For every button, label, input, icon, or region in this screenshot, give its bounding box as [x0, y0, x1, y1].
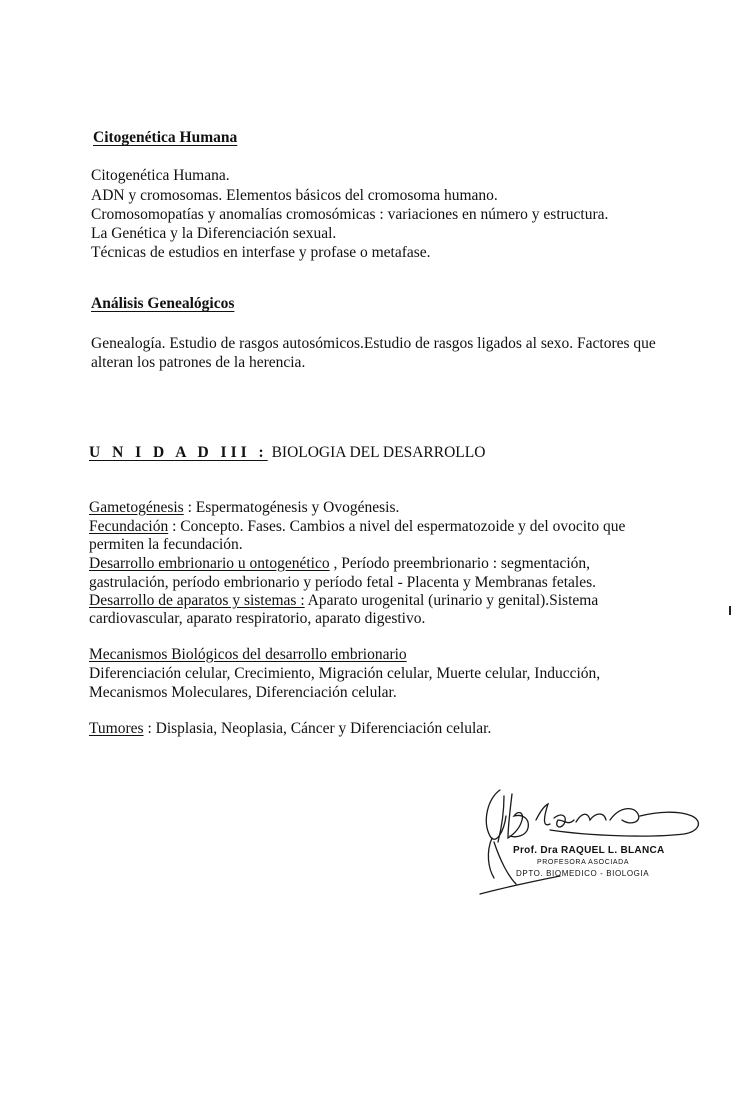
gametogenesis-text: : Espermatogénesis y Ovogénesis. — [183, 499, 400, 516]
gametogenesis-line — [89, 498, 399, 517]
genealogicos-line-1: Genealogía. Estudio de rasgos autosómicos.Estudio de rasgos ligados al sexo. Factores que — [91, 335, 656, 352]
genealogicos-heading: Análisis Genealógicos — [91, 295, 235, 312]
mecanismos-heading: Mecanismos Biológicos del desarrollo embrionario — [89, 646, 407, 663]
embrionario-line — [89, 554, 590, 573]
citogenetica-line-4: La Genética y la Diferenciación sexual. — [91, 225, 337, 242]
fecundacion-term: Fecundación — [89, 518, 169, 535]
stamp-line-3: DPTO. BIOMEDICO - BIOLOGIA — [516, 869, 650, 878]
stamp-line-2: PROFESORA ASOCIADA — [537, 859, 630, 866]
embrionario-line-2: gastrulación, período embrionario y período fetal - Placenta y Membranas fetales. — [89, 574, 597, 591]
citogenetica-line-5: Técnicas de estudios en interfase y profase o metafase. — [91, 244, 431, 261]
genealogicos-line-2: alteran los patrones de la herencia. — [91, 354, 306, 371]
stamp-line-1: Prof. Dra RAQUEL L. BLANCA — [513, 845, 665, 856]
citogenetica-line-3: Cromosomopatías y anomalías cromosómicas : variaciones en número y estructura. — [91, 206, 609, 223]
mecanismos-line-2: Mecanismos Moleculares, Diferenciación celular. — [89, 684, 397, 701]
tumores-line — [89, 719, 491, 738]
citogenetica-line-1: Citogenética Humana. — [91, 167, 230, 184]
aparatos-line — [89, 591, 598, 610]
mecanismos-line-1: Diferenciación celular, Crecimiento, Migración celular, Muerte celular, Inducción, — [89, 665, 601, 682]
fecundacion-line — [89, 517, 625, 536]
embrionario-term: Desarrollo embrionario u ontogenético — [89, 555, 330, 572]
unidad-3-title: BIOLOGIA DEL DESARROLLO — [271, 444, 486, 461]
citogenetica-line-2: ADN y cromosomas. Elementos básicos del cromosoma humano. — [91, 187, 498, 204]
aparatos-term: Desarrollo de aparatos y sistemas : — [89, 592, 305, 609]
tumores-term: Tumores — [89, 720, 144, 737]
aparatos-line-2: cardiovascular, aparato respiratorio, aparato digestivo. — [89, 610, 426, 627]
gametogenesis-term: Gametogénesis — [89, 499, 184, 516]
tumores-text: : Displasia, Neoplasia, Cáncer y Diferenciación celular. — [143, 720, 492, 737]
citogenetica-heading: Citogenética Humana — [93, 129, 238, 146]
unidad-3-heading — [89, 443, 485, 462]
embrionario-text: , Período preembrionario : segmentación, — [329, 555, 591, 572]
aparatos-text: Aparato urogenital (urinario y genital).Sistema — [304, 592, 599, 609]
unidad-3-label: U N I D A D III : — [89, 444, 268, 461]
handwritten-signature — [470, 776, 720, 896]
fecundacion-text: : Concepto. Fases. Cambios a nivel del espermatozoide y del ovocito que — [168, 518, 626, 535]
fecundacion-line-2: permiten la fecundación. — [89, 536, 243, 553]
